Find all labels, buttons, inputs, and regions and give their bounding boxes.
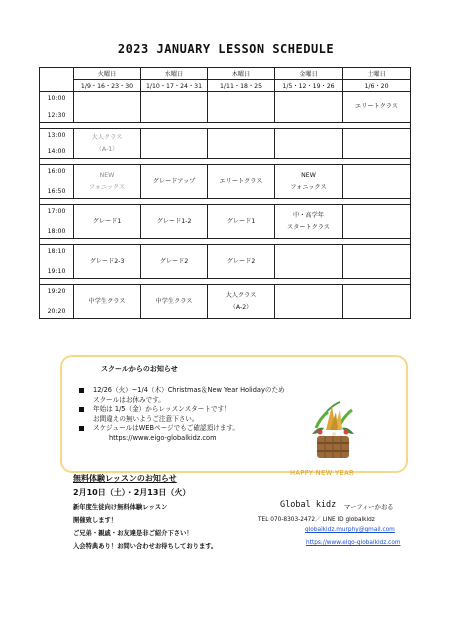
notice-list [79, 386, 285, 444]
notice-url[interactable]: https://www.eigo-globalkidz.com [109, 433, 217, 442]
day-wed: 水曜日 [141, 68, 208, 80]
day-sat: 土曜日 [343, 68, 411, 80]
class-label: フォニックス [290, 183, 327, 191]
trial-title: 無料体験レッスンのお知らせ [73, 474, 177, 483]
class-label: NEW [301, 171, 316, 179]
class-cell [74, 245, 141, 279]
start-time: 10:00 [47, 95, 66, 102]
class-label: グレード1 [92, 217, 122, 225]
class-label: エリートクラス [354, 103, 398, 110]
end-time: 14:00 [47, 148, 66, 155]
brand-name: Global kidz [280, 500, 337, 510]
empty-cell [343, 245, 411, 279]
schedule-row [40, 165, 411, 199]
empty-cell [275, 285, 343, 319]
class-cell [141, 285, 208, 319]
notice-item-cont: お間違えの無いようご注意下さい。 [93, 414, 199, 423]
start-time: 18:10 [47, 248, 66, 255]
kadomatsu-icon [310, 400, 356, 470]
class-label: フォニックス [88, 183, 126, 191]
schedule-row [40, 245, 411, 279]
trial-dates: 2月10日（土）・2月13日（火） [73, 488, 191, 497]
day-thu: 木曜日 [208, 68, 275, 80]
notice-item: 年始は 1/5（金）からレッスンスタートです！ [79, 405, 285, 415]
bullet-square-icon [79, 388, 84, 393]
end-time: 16:50 [47, 188, 66, 195]
empty-cell [343, 129, 411, 159]
class-label: 大人クラス [91, 133, 123, 141]
empty-cell [141, 129, 208, 159]
schedule-row [40, 205, 411, 239]
day-tue: 火曜日 [74, 68, 141, 80]
trial-line-2: 開催致します！ [73, 517, 118, 524]
start-time: 16:00 [47, 168, 66, 175]
day-fri: 金曜日 [275, 68, 343, 80]
empty-cell [74, 92, 141, 123]
dates-tue: 1/9・16・23・30 [74, 80, 141, 92]
time-cell [40, 165, 74, 199]
class-cell [343, 92, 411, 123]
end-time: 18:00 [47, 228, 66, 235]
time-cell [40, 92, 74, 123]
class-cell [141, 165, 208, 199]
dates-thu: 1/11・18・25 [208, 80, 275, 92]
owner-name: マーフィーかおる [344, 504, 394, 511]
schedule-table [39, 67, 411, 319]
class-label: スタートクラス [286, 223, 330, 231]
class-label: 中学生クラス [88, 297, 126, 305]
end-time: 12:30 [47, 112, 66, 119]
contact-email-link[interactable]: globalkidz.murphy@gmail.com [305, 527, 395, 533]
empty-cell [343, 285, 411, 319]
class-cell [208, 285, 275, 319]
trial-line-1: 新年度生徒向け無料体験レッスン [73, 504, 168, 511]
schedule-row [40, 129, 411, 159]
header-date-row [40, 80, 411, 92]
empty-cell [208, 92, 275, 123]
empty-cell [343, 205, 411, 239]
class-cell [74, 285, 141, 319]
start-time: 19:20 [47, 288, 66, 295]
start-time: 13:00 [47, 132, 66, 139]
class-label: （A-2） [229, 303, 253, 311]
class-cell [74, 165, 141, 199]
class-cell [74, 129, 141, 159]
trial-line-3: ご兄弟・親戚・お友達是非ご紹介下さい！ [73, 530, 193, 537]
class-label: 中学生クラス [155, 297, 193, 305]
happy-new-year-text: HAPPY NEW YEAR [290, 469, 355, 477]
class-cell [74, 205, 141, 239]
corner-cell [40, 68, 74, 92]
time-cell [40, 205, 74, 239]
class-cell [275, 205, 343, 239]
trial-line-4: 入会特典あり！お問い合わせお待ちしております。 [73, 543, 218, 550]
class-label: グレード2 [159, 257, 189, 265]
class-label: 中・高学年 [293, 211, 324, 219]
empty-cell [275, 92, 343, 123]
bullet-square-icon [79, 426, 84, 431]
notice-item: 12/26（火）~1/4（木）Christmas＆New Year Holidayのため [79, 386, 285, 396]
class-cell [208, 205, 275, 239]
page-title: 2023 JANUARY LESSON SCHEDULE [117, 42, 335, 56]
notice-title: スクールからのお知らせ [101, 365, 178, 373]
class-label: グレード2 [226, 257, 256, 265]
header-day-row [40, 68, 411, 80]
empty-cell [275, 129, 343, 159]
class-cell [141, 245, 208, 279]
class-label: 大人クラス [225, 291, 257, 299]
class-label: （A-1） [95, 145, 119, 153]
class-cell [275, 165, 343, 199]
dates-sat: 1/6・20 [343, 80, 411, 92]
class-cell [141, 205, 208, 239]
end-time: 20:20 [47, 308, 66, 315]
class-label: グレード1-2 [156, 217, 192, 225]
empty-cell [208, 129, 275, 159]
time-cell [40, 129, 74, 159]
contact-web-link[interactable]: https://www.eigo-globalkidz.com [306, 540, 401, 546]
time-cell [40, 245, 74, 279]
class-cell [208, 245, 275, 279]
time-cell [40, 285, 74, 319]
class-label: グレード2-3 [89, 257, 125, 265]
empty-cell [275, 245, 343, 279]
class-label: グレード1 [226, 217, 256, 225]
schedule-row [40, 285, 411, 319]
dates-wed: 1/10・17・24・31 [141, 80, 208, 92]
contact-tel: TEL 070-8303-2472／ LINE ID globalkidz [258, 517, 375, 523]
empty-cell [141, 92, 208, 123]
start-time: 17:00 [47, 208, 66, 215]
class-label: グレードアップ [152, 177, 196, 185]
bullet-square-icon [79, 407, 84, 412]
empty-cell [343, 165, 411, 199]
class-label: NEW [99, 171, 115, 179]
dates-fri: 1/5・12・19・26 [275, 80, 343, 92]
notice-item: スケジュールはWEBページでもご確認頂けます。 [79, 424, 285, 434]
schedule-row [40, 92, 411, 123]
end-time: 19:10 [47, 268, 66, 275]
class-label: エリートクラス [219, 177, 263, 185]
notice-item-cont: スクールはお休みです。 [93, 395, 165, 404]
class-cell [208, 165, 275, 199]
